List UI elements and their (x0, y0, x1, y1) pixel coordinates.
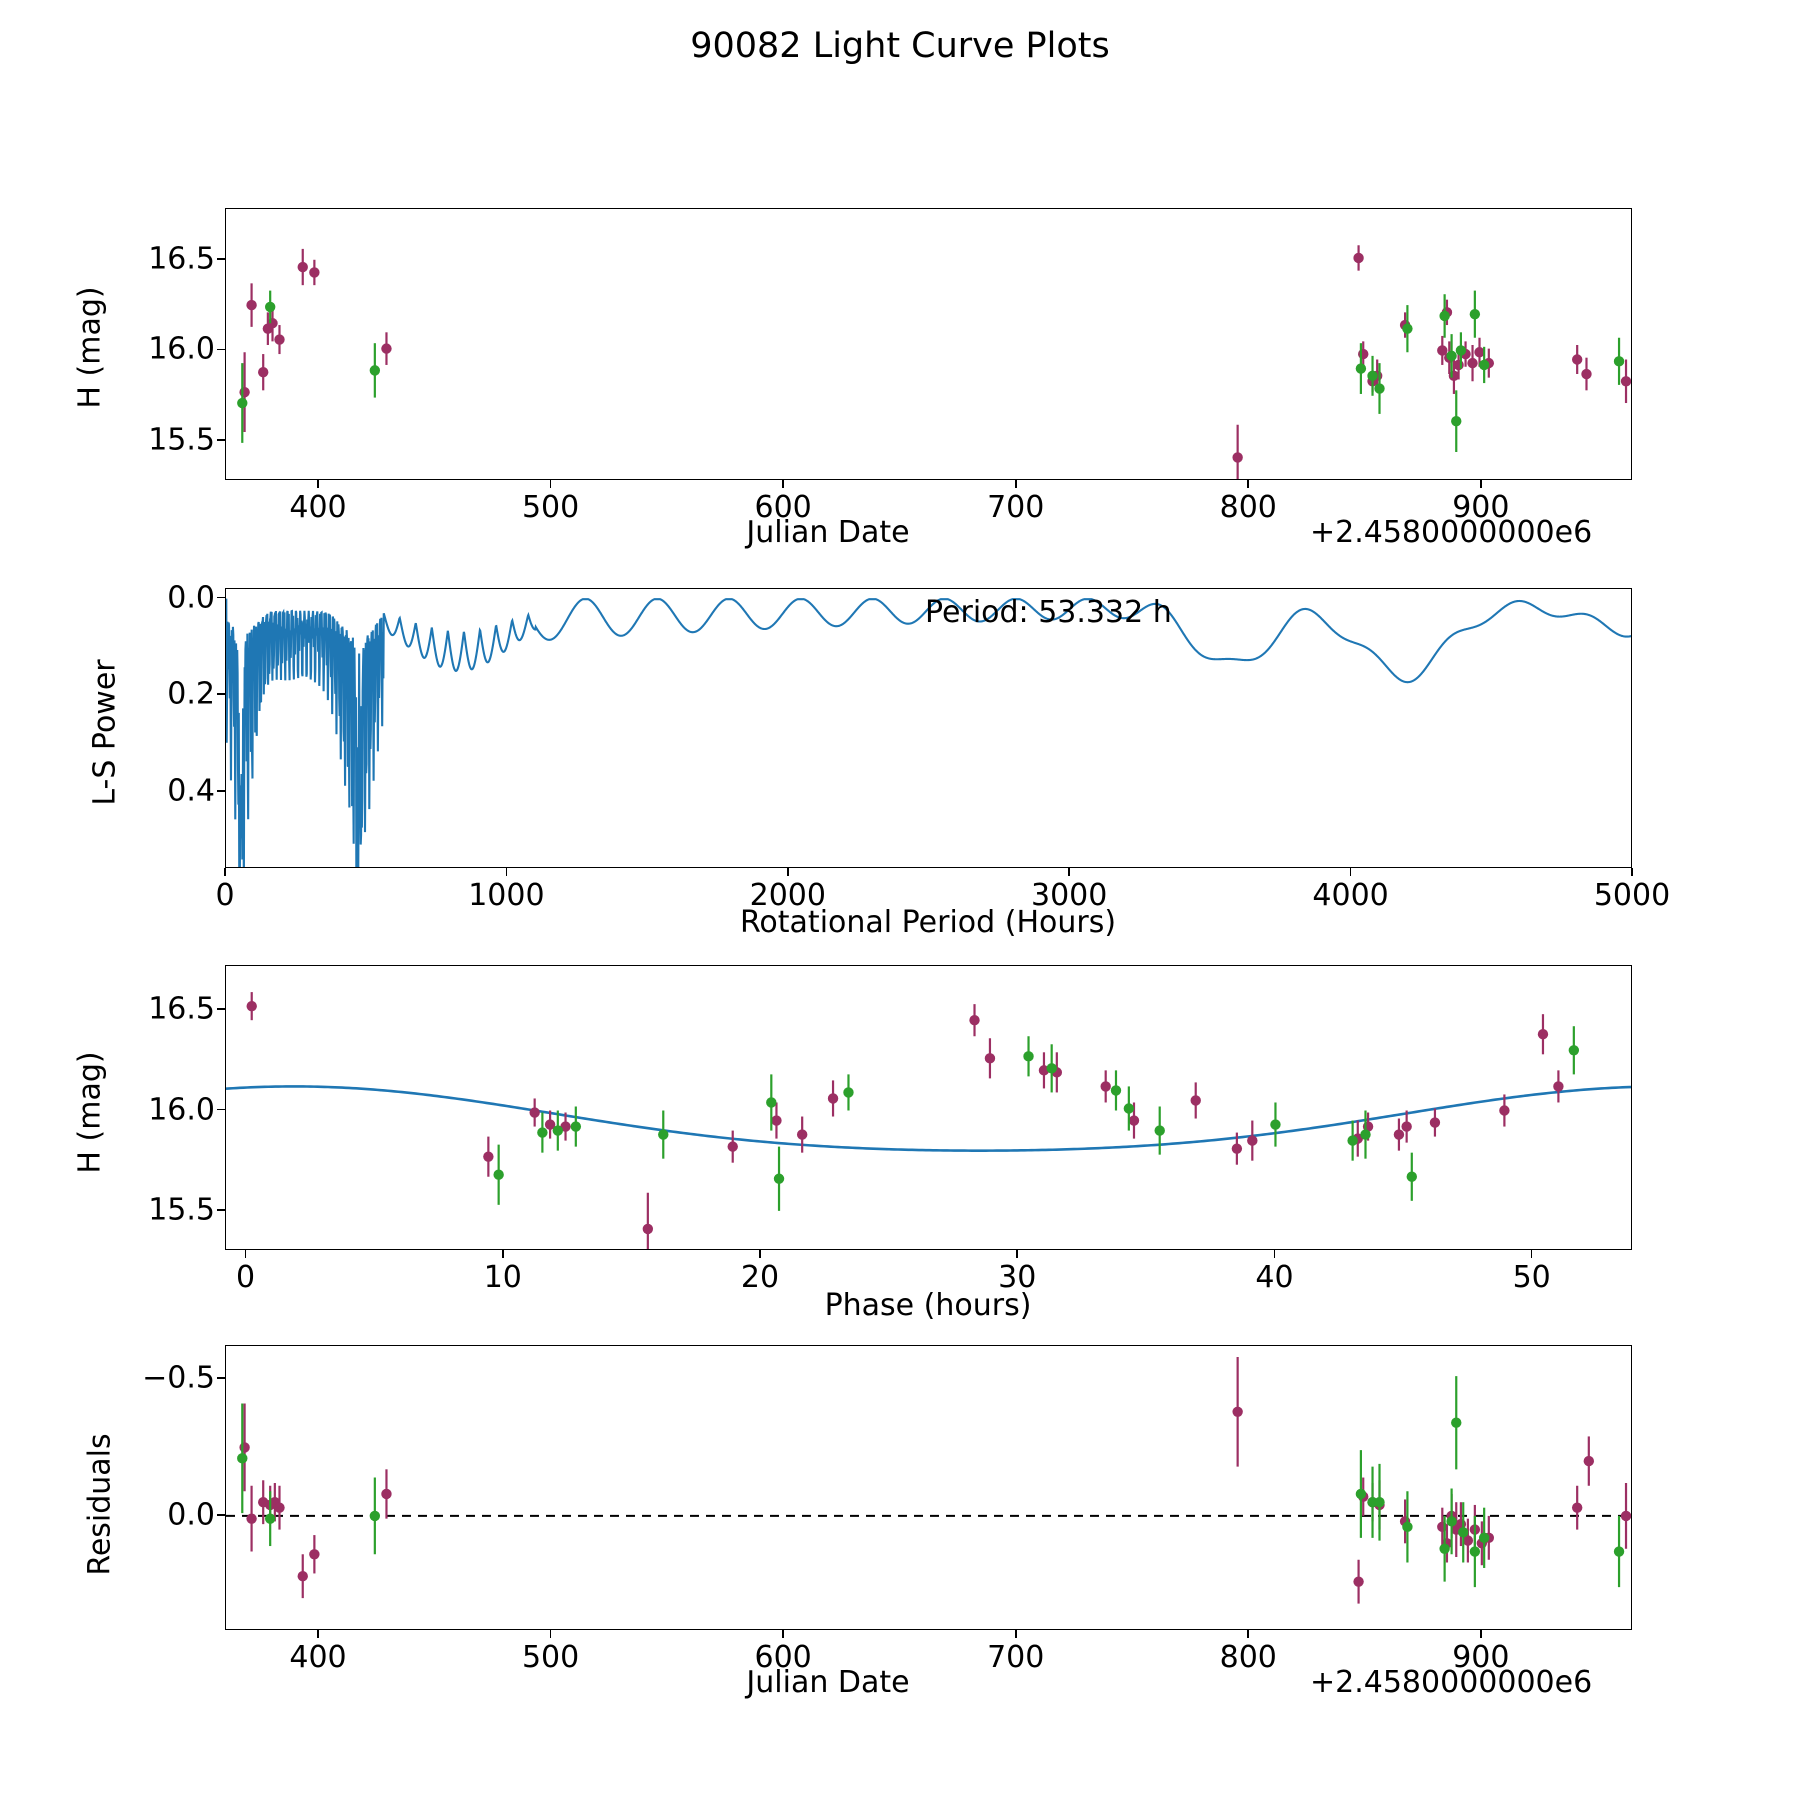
y-tick-mark (217, 1008, 225, 1010)
x-tick-mark (1531, 1250, 1533, 1258)
y-tick-label: 15.5 (148, 1192, 215, 1228)
x-tick-label: 4000 (1312, 878, 1389, 913)
x-tick-label: 40 (1255, 1260, 1294, 1295)
periodogram-ylabel: L-S Power (87, 659, 123, 806)
x-tick-label: 800 (1219, 490, 1277, 525)
y-tick-mark (217, 597, 225, 599)
x-tick-mark (1631, 868, 1633, 876)
x-tick-mark (782, 1630, 784, 1638)
x-tick-label: 400 (289, 490, 347, 525)
x-tick-mark (782, 480, 784, 488)
x-tick-label: 3000 (1031, 878, 1108, 913)
x-tick-mark (1480, 480, 1482, 488)
y-tick-label: 16.0 (148, 331, 215, 367)
figure-title: 90082 Light Curve Plots (690, 26, 1110, 66)
x-tick-mark (550, 1630, 552, 1638)
x-tick-label: 20 (740, 1260, 780, 1295)
x-tick-mark (1480, 1630, 1482, 1638)
y-tick-label: −0.5 (142, 1360, 215, 1396)
x-tick-mark (1247, 1630, 1249, 1638)
residuals-xlabel: Julian Date (746, 1665, 910, 1700)
x-tick-mark (245, 1250, 247, 1258)
x-tick-mark (1350, 868, 1352, 876)
phase-folded-axes (225, 965, 1632, 1250)
x-tick-mark (224, 868, 226, 876)
x-tick-mark (787, 868, 789, 876)
y-tick-label: 0.0 (167, 1497, 215, 1533)
phase-xlabel: Phase (hours) (824, 1288, 1032, 1323)
y-tick-label: 16.5 (148, 991, 215, 1027)
x-tick-label: 2000 (749, 878, 826, 913)
x-tick-mark (1068, 868, 1070, 876)
x-tick-label: 5000 (1593, 878, 1671, 913)
light-curve-xlabel: Julian Date (746, 515, 910, 550)
x-tick-label: 30 (998, 1260, 1037, 1295)
x-tick-label: 50 (1512, 1260, 1551, 1295)
x-tick-mark (502, 1250, 504, 1258)
residuals-x-offset: +2.4580000000e6 (1310, 1665, 1593, 1700)
x-tick-label: 900 (1452, 1640, 1510, 1675)
y-tick-label: 0.2 (167, 676, 215, 712)
y-tick-mark (217, 1209, 225, 1211)
y-tick-label: 0.4 (167, 773, 215, 809)
x-tick-label: 0 (236, 1260, 256, 1295)
y-tick-mark (217, 1109, 225, 1111)
y-tick-mark (217, 693, 225, 695)
y-tick-mark (217, 790, 225, 792)
x-tick-label: 700 (987, 1640, 1045, 1675)
x-tick-mark (317, 1630, 319, 1638)
x-tick-label: 10 (483, 1260, 522, 1295)
light-curve-x-offset: +2.4580000000e6 (1310, 515, 1593, 550)
period-annotation: Period: 53.332 h (925, 595, 1172, 630)
x-tick-label: 400 (289, 1640, 347, 1675)
x-tick-label: 800 (1219, 1640, 1277, 1675)
residuals-axes (225, 1345, 1632, 1630)
light-curve-axes (225, 208, 1632, 480)
x-tick-mark (317, 480, 319, 488)
y-tick-mark (217, 349, 225, 351)
y-tick-mark (217, 258, 225, 260)
periodogram-axes (225, 588, 1632, 868)
y-tick-label: 0.0 (167, 580, 215, 616)
x-tick-mark (506, 868, 508, 876)
y-tick-mark (217, 1377, 225, 1379)
x-tick-mark (1015, 480, 1017, 488)
x-tick-label: 700 (987, 490, 1045, 525)
y-tick-label: 15.5 (148, 422, 215, 458)
phase-ylabel: H (mag) (72, 1051, 108, 1174)
x-tick-label: 500 (521, 490, 580, 525)
y-tick-label: 16.0 (148, 1092, 215, 1127)
x-tick-mark (1274, 1250, 1276, 1258)
y-tick-label: 16.5 (148, 241, 215, 277)
periodogram-xlabel: Rotational Period (Hours) (739, 905, 1117, 940)
x-tick-mark (1016, 1250, 1018, 1258)
x-tick-label: 600 (754, 1640, 812, 1675)
x-tick-label: 500 (521, 1640, 580, 1675)
x-tick-label: 1000 (468, 878, 545, 913)
residuals-ylabel: Residuals (82, 1433, 118, 1576)
light-curve-ylabel: H (mag) (72, 286, 108, 409)
x-tick-mark (759, 1250, 761, 1258)
y-tick-mark (217, 1514, 225, 1516)
x-tick-mark (1015, 1630, 1017, 1638)
x-tick-label: 0 (215, 878, 235, 913)
x-tick-mark (550, 480, 552, 488)
x-tick-mark (1247, 480, 1249, 488)
x-tick-label: 900 (1452, 490, 1510, 525)
y-tick-mark (217, 439, 225, 441)
x-tick-label: 600 (754, 490, 812, 525)
